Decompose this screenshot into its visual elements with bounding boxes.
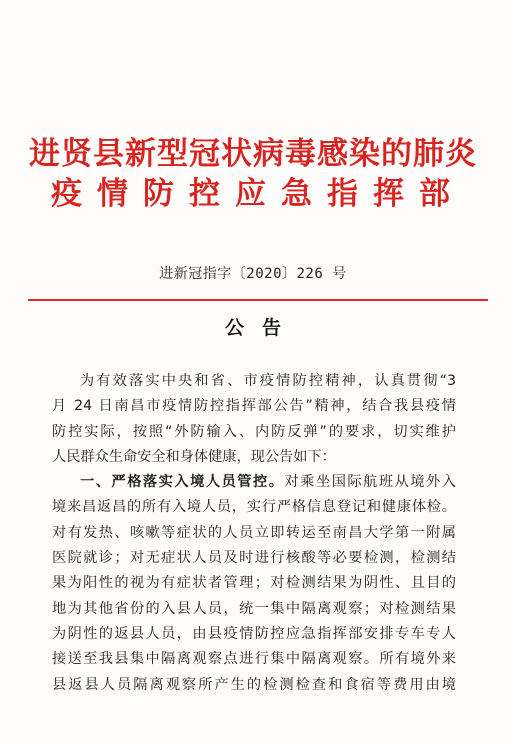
paragraph-2-line: 医院就诊；对无症状人员及时进行核酸等必要检测，检测结 <box>52 550 456 567</box>
paragraph-1-line: 防控实际，按照“外防输入、内防反弹”的要求，切实维护 <box>52 423 456 440</box>
paragraph-2-line: 境来昌返昌的所有入境人员，实行严格信息登记和健康体检。 <box>52 499 456 516</box>
notice-heading: 公告 <box>224 317 299 339</box>
paragraph-1-line: 为有效落实中央和省、市疫情防控精神，认真贯彻“3 <box>80 373 456 389</box>
paragraph-2-first-line-text: 对乘坐国际航班从境外入 <box>284 474 456 491</box>
paragraph-2-line: 果为阳性的视为有症状者管理；对检测结果为阴性、且目的 <box>52 575 456 592</box>
paragraph-1-line: 人民群众生命安全和身体健康，现公告如下： <box>52 448 336 465</box>
paragraph-2-line: 为阴性的返县人员，由县疫情防控应急指挥部安排专车专人 <box>52 625 456 642</box>
red-divider-line <box>28 299 488 301</box>
document-number: 进新冠指字〔2020〕226 号 <box>159 266 347 282</box>
paragraph-2-first-line <box>52 470 456 495</box>
document-body <box>52 369 456 698</box>
paragraph-2-line: 对有发热、咳嗽等症状的人员立即转运至南昌大学第一附属 <box>52 524 456 541</box>
paragraph-2-line: 接送至我县集中隔离观察点进行集中隔离观察。所有境外来 <box>52 651 456 668</box>
paragraph-2-line: 县返县人员隔离观察所产生的检测检查和食宿等费用由境 <box>52 676 456 693</box>
paragraph-2-line: 地为其他省份的入县人员，统一集中隔离观察；对检测结果 <box>52 600 456 617</box>
paragraph-1-line: 月 24 日南昌市疫情防控指挥部公告”精神，结合我县疫情 <box>52 398 456 415</box>
title-line-2: 疫情防控应急指挥部 <box>51 176 465 212</box>
section-heading: 一、严格落实入境人员管控。 <box>80 474 285 491</box>
title-line-1: 进贤县新型冠状病毒感染的肺炎 <box>29 136 477 172</box>
